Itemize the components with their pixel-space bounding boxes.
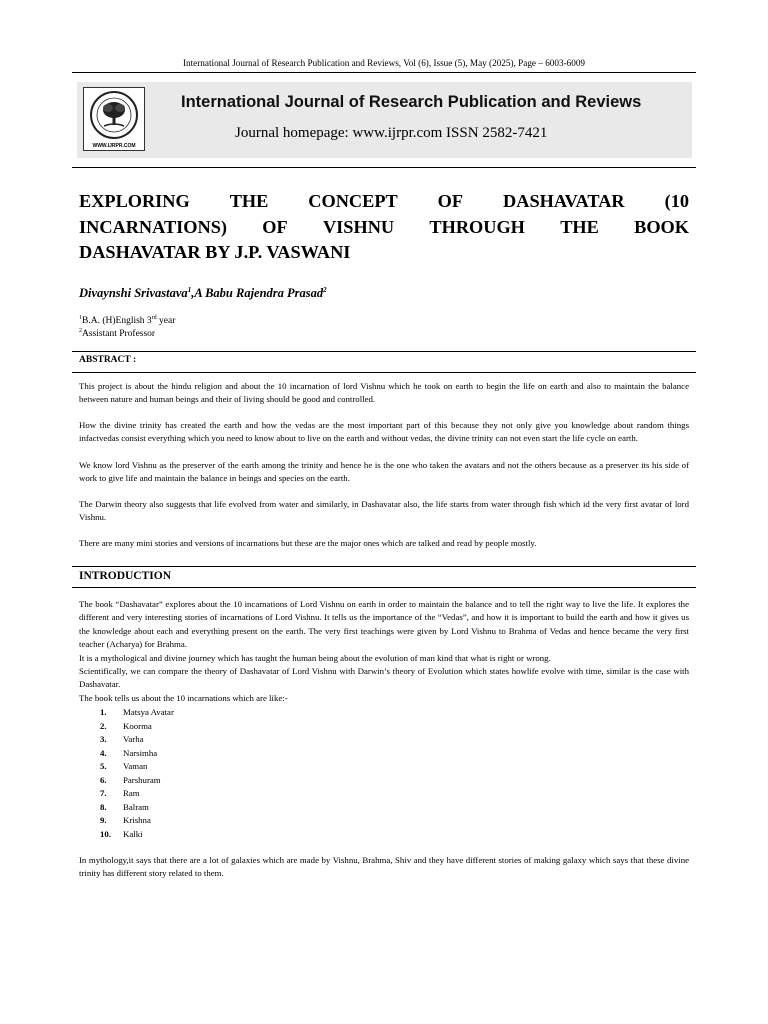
list-item xyxy=(100,828,174,842)
journal-homepage: Journal homepage: www.ijrpr.com ISSN 2582-7421 xyxy=(235,125,548,141)
author-2-mark: 2 xyxy=(323,286,327,294)
affiliation-1-text: B.A. (H)English 3 xyxy=(82,316,152,327)
journal-name: International Journal of Research Publication and Reviews xyxy=(181,93,642,111)
list-item xyxy=(100,774,174,788)
title-line xyxy=(79,189,689,215)
banner-rule xyxy=(72,167,696,168)
list-item xyxy=(100,720,174,734)
list-text: Ram xyxy=(123,788,140,798)
affiliation-1-rest: year xyxy=(156,316,176,327)
title-word: EXPLORING xyxy=(79,191,190,211)
introduction-paragraph: Scientifically, we can compare the theory of Dashavatar of Lord Vishnu with Darwin’s theory of Evolution which states howlife evolve with time, similar is the case with Dashavatar. xyxy=(79,666,689,690)
list-text: Varha xyxy=(123,734,144,744)
list-text: Krishna xyxy=(123,815,151,825)
list-number: 10. xyxy=(100,828,111,839)
list-number: 1. xyxy=(100,707,107,717)
abstract-heading-rule xyxy=(72,372,696,373)
affiliation-1-ordinal: rd xyxy=(151,315,157,321)
running-header: International Journal of Research Publication and Reviews, Vol (6), Issue (5), May (2025), Page – 6003-6009 xyxy=(182,58,586,68)
author-2: A Babu Rajendra Prasad xyxy=(194,286,324,301)
list-item xyxy=(100,733,174,747)
list-number: 9. xyxy=(100,815,107,825)
list-item xyxy=(100,814,174,828)
title-word: THE xyxy=(229,191,269,211)
title-word: VISHNU xyxy=(322,216,395,237)
list-number: 8. xyxy=(100,801,107,812)
list-item xyxy=(100,787,174,801)
list-number: 4. xyxy=(100,747,107,758)
title-word: CONCEPT xyxy=(308,191,398,211)
list-number: 6. xyxy=(100,774,107,785)
title-word: INCARNATIONS) xyxy=(79,216,227,237)
journal-banner xyxy=(77,82,692,158)
list-number: 7. xyxy=(100,788,107,798)
paper-title xyxy=(79,189,689,266)
title-word: DASHAVATAR xyxy=(503,191,625,211)
incarnation-list xyxy=(100,706,174,841)
affiliation-2-text: Assistant Professor xyxy=(82,329,156,340)
list-text: Kalki xyxy=(123,828,143,839)
affiliation-1-mark: 1 xyxy=(79,315,82,321)
list-text: Vaman xyxy=(123,761,148,771)
list-text: Matsya Avatar xyxy=(123,707,174,717)
abstract-paragraph: There are many mini stories and versions of incarnations but these are the major ones which are talked and read by people mostly. xyxy=(79,538,537,548)
journal-logo xyxy=(83,87,145,151)
list-item xyxy=(100,747,174,761)
introduction-paragraph: In mythology,it says that there are a lot of galaxies which are made by Vishnu, Brahma, Shiv and they have different stories of making galaxy which says that these divine trinity has different story related to them. xyxy=(79,855,689,879)
list-number: 3. xyxy=(100,734,107,744)
logo-caption: WWW.IJRPR.COM xyxy=(92,143,136,149)
list-item xyxy=(100,760,174,774)
list-number: 2. xyxy=(100,720,107,731)
list-item xyxy=(100,706,174,720)
author-line xyxy=(79,286,327,301)
introduction-paragraph: The book tells us about the 10 incarnations which are like:- xyxy=(79,693,288,703)
introduction-top-rule xyxy=(72,566,696,567)
title-line xyxy=(79,215,689,241)
affiliation-1 xyxy=(79,315,175,326)
abstract-heading: ABSTRACT : xyxy=(79,355,137,365)
introduction-paragraph: It is a mythological and divine journey which has taught the human being about the evolution of man kind that what is right or wrong. xyxy=(79,653,551,663)
list-text: Balram xyxy=(123,801,149,812)
author-separator: , xyxy=(191,286,195,301)
author-1: Divaynshi Srivastava xyxy=(79,286,188,301)
abstract-paragraph: We know lord Vishnu as the preserver of the earth among the trinity and hence he is the one who taken the avatars and not the others because as a preserver its his side of work to give life and maintain the balance in beings and species on the earth. xyxy=(79,460,689,484)
tree-seal-icon xyxy=(84,88,144,142)
title-word: OF xyxy=(262,216,288,237)
abstract-top-rule xyxy=(72,351,696,352)
list-item xyxy=(100,801,174,815)
introduction-heading: INTRODUCTION xyxy=(79,570,172,582)
title-word: (10 xyxy=(664,191,689,211)
header-rule xyxy=(72,72,696,73)
list-number: 5. xyxy=(100,761,107,771)
list-text: Narsimha xyxy=(123,747,158,758)
affiliation-2-mark: 2 xyxy=(79,328,82,334)
introduction-paragraph: The book “Dashavatar” explores about the 10 incarnations of Lord Vishnu on earth in order to maintain the balance and to tell the right way to live the life. It explores the different and very interesting stories of incarnations of Lord Vishnu. It tells us the importance of the “Vedas”, and how it is important to build the earth and how it gives us the knowledge about each and everything present on the earth. The very first teachings were given by Lord Vishnu to Brahma of Vedas and hence became the very first teacher (Acharya) for Brahma. xyxy=(79,599,689,650)
list-text: Koorma xyxy=(123,720,152,731)
introduction-heading-rule xyxy=(72,587,696,588)
title-word: THE xyxy=(560,216,599,237)
author-1-mark: 1 xyxy=(187,286,192,294)
title-word: DASHAVATAR BY J.P. VASWANI xyxy=(79,242,351,262)
title-word: OF xyxy=(437,191,464,211)
title-line xyxy=(79,240,689,266)
affiliation-2 xyxy=(79,328,155,339)
abstract-paragraph: How the divine trinity has created the earth and how the vedas are the most important part of this because they not only give you knowledge about random things infactvedas consist everything which you need to know about to live on the earth and without vedas, the divine trinity can not even start the life cycle on earth. xyxy=(79,420,689,444)
abstract-paragraph: This project is about the hindu religion and about the 10 incarnation of lord Vishnu which he took on earth to begin the life on earth and also to maintain the balance between nature and human beings and their of living should be good and controlled. xyxy=(79,381,689,405)
abstract-paragraph: The Darwin theory also suggests that life evolved from water and similarly, in Dashavatar also, the life starts from water through fish which id the very first avatar of lord Vishnu. xyxy=(79,499,689,523)
title-word: THROUGH xyxy=(429,216,525,237)
title-word: BOOK xyxy=(634,216,689,237)
list-text: Parshuram xyxy=(123,774,161,785)
